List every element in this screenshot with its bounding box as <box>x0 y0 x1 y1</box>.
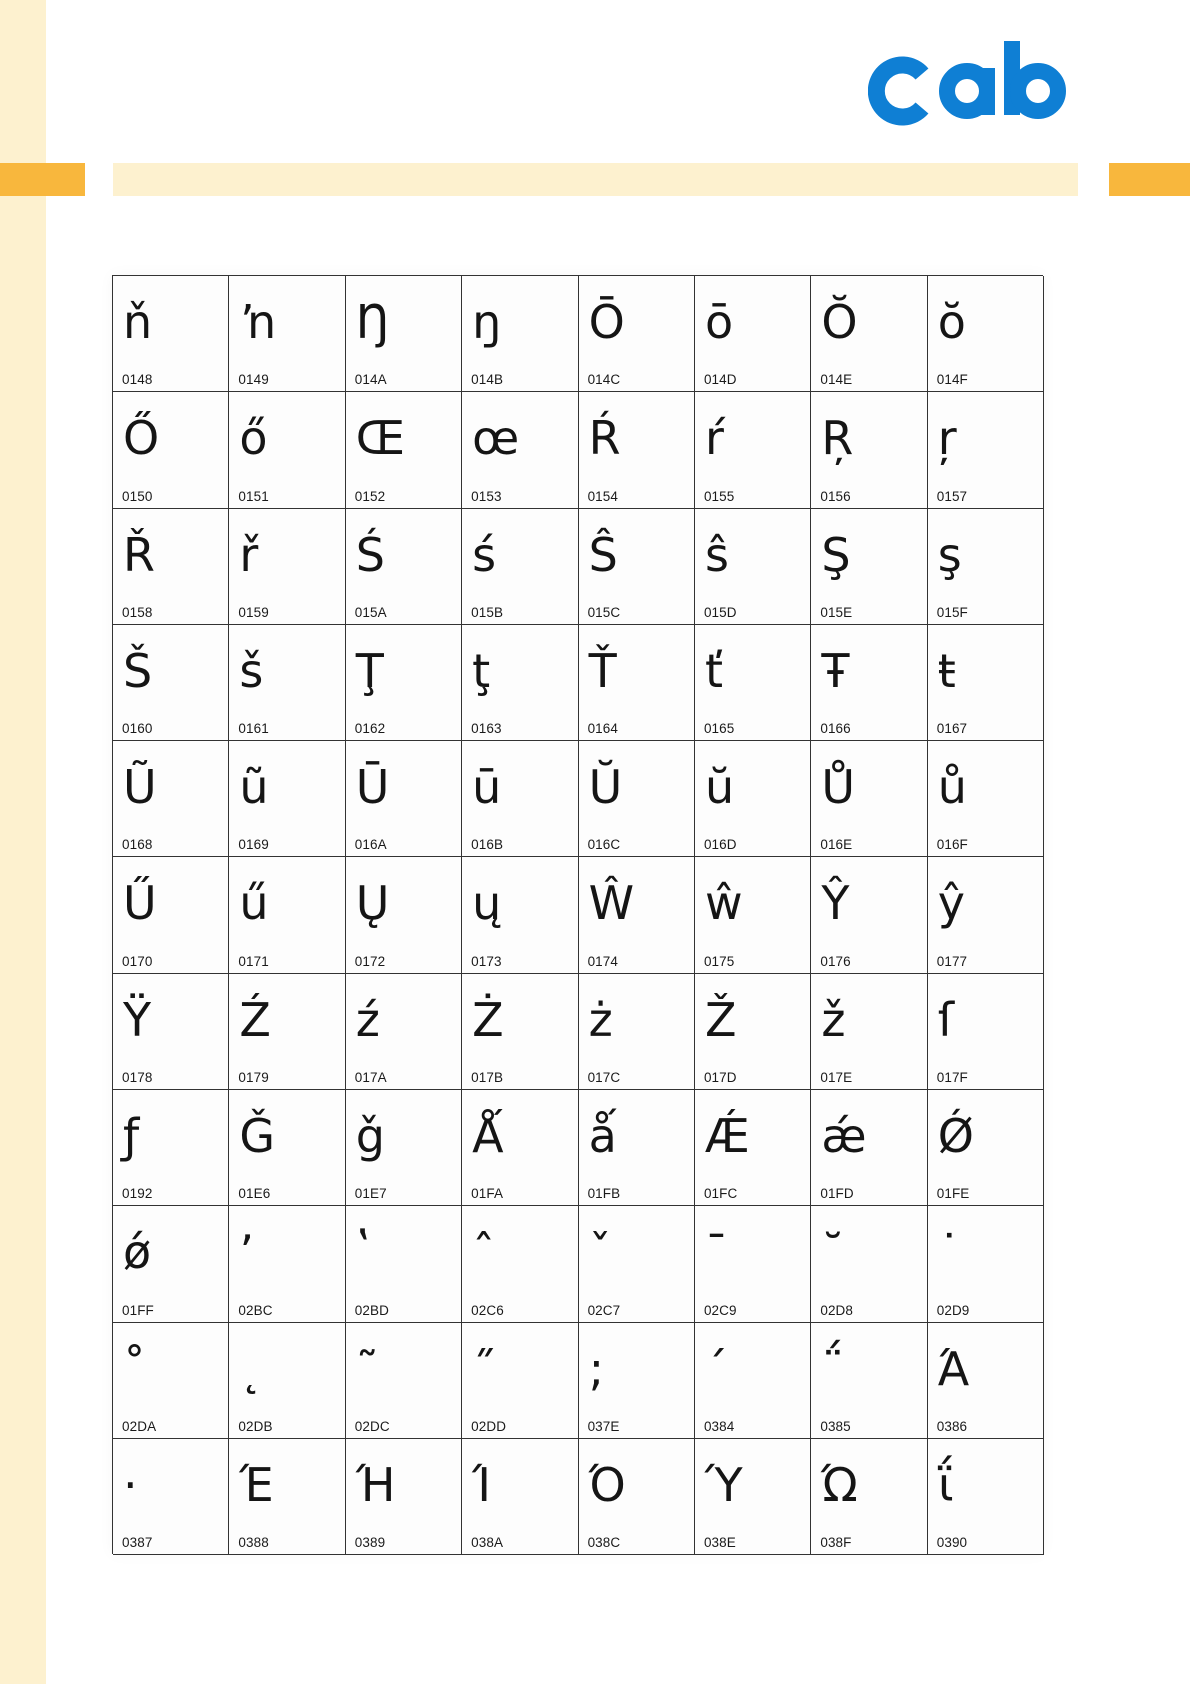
char-glyph: Ţ <box>355 643 384 698</box>
char-cell <box>928 1323 1044 1439</box>
char-code: 01FF <box>122 1302 154 1318</box>
char-cell <box>695 1439 811 1555</box>
char-code: 0156 <box>820 488 851 504</box>
char-code: 0151 <box>238 488 269 504</box>
char-cell <box>462 625 578 741</box>
char-cell <box>579 1090 695 1206</box>
char-glyph: Ū <box>355 760 390 815</box>
char-glyph: ǽ <box>821 1109 867 1164</box>
char-code: 038E <box>703 1535 736 1551</box>
char-cell <box>579 1439 695 1555</box>
char-glyph: Ũ <box>123 760 157 815</box>
char-cell <box>113 741 229 857</box>
char-cell <box>346 1439 462 1555</box>
char-code: 038A <box>471 1535 504 1551</box>
char-glyph: ż <box>588 992 613 1047</box>
char-glyph: Ǧ <box>239 1109 276 1164</box>
logo-letter-c <box>876 65 922 117</box>
char-code: 01FD <box>820 1186 854 1202</box>
char-glyph: ˛ <box>239 1341 263 1396</box>
char-glyph: Ŵ <box>588 876 635 931</box>
char-cell <box>229 741 345 857</box>
char-cell <box>928 974 1044 1090</box>
char-cell <box>695 974 811 1090</box>
char-glyph: Έ <box>239 1457 274 1512</box>
char-code: 017A <box>354 1070 387 1086</box>
char-code: 0165 <box>703 721 735 737</box>
char-cell <box>811 276 927 392</box>
char-glyph: ň <box>123 295 153 349</box>
char-cell <box>113 1090 229 1206</box>
left-accent-tab <box>0 163 85 196</box>
char-glyph: Ż <box>472 992 504 1047</box>
char-glyph: ƒ <box>123 1109 140 1164</box>
char-cell <box>462 276 578 392</box>
char-code: 015E <box>820 604 853 620</box>
char-glyph: Ǽ <box>704 1109 750 1164</box>
char-glyph: ŉ <box>239 295 277 349</box>
char-code: 0177 <box>936 953 968 969</box>
char-code: 0169 <box>238 837 269 853</box>
char-code: 015B <box>471 604 504 620</box>
char-glyph: ŗ <box>937 411 957 466</box>
char-code: 02D9 <box>936 1302 970 1318</box>
char-cell <box>695 1323 811 1439</box>
char-cell <box>346 974 462 1090</box>
char-code: 016F <box>936 837 968 853</box>
char-code: 01FE <box>936 1186 970 1202</box>
char-glyph: Ŗ <box>821 411 854 466</box>
char-glyph: Ά <box>937 1341 970 1396</box>
char-cell <box>811 741 927 857</box>
char-code: 014E <box>820 372 853 388</box>
char-glyph: œ <box>472 411 520 466</box>
char-code: 014C <box>587 372 621 388</box>
char-cell <box>113 625 229 741</box>
char-cell <box>811 1323 927 1439</box>
char-cell <box>229 509 345 625</box>
char-code: 016A <box>354 837 387 853</box>
char-code: 0161 <box>238 721 269 737</box>
char-cell <box>462 509 578 625</box>
char-glyph: ΐ <box>937 1457 954 1512</box>
char-cell <box>579 1323 695 1439</box>
char-glyph: ž <box>821 992 846 1047</box>
char-cell <box>113 1439 229 1555</box>
char-cell <box>346 392 462 508</box>
char-code: 014B <box>471 372 504 388</box>
char-glyph: ŵ <box>704 876 743 931</box>
char-code: 0158 <box>122 604 153 620</box>
char-glyph: Ŏ <box>821 295 858 349</box>
char-cell <box>811 509 927 625</box>
char-code: 0384 <box>703 1418 735 1434</box>
char-cell <box>113 974 229 1090</box>
char-code: 01FA <box>471 1186 504 1202</box>
char-code: 017E <box>820 1070 853 1086</box>
char-cell <box>346 509 462 625</box>
char-glyph: Ő <box>123 411 160 466</box>
char-glyph: š <box>239 643 264 698</box>
char-cell <box>811 1090 927 1206</box>
char-code: 015C <box>587 604 621 620</box>
char-code: 015A <box>354 604 387 620</box>
char-glyph: ź <box>355 992 380 1047</box>
char-cell <box>811 1206 927 1322</box>
char-code: 015D <box>703 604 737 620</box>
char-cell <box>579 625 695 741</box>
char-cell <box>695 509 811 625</box>
char-code: 0389 <box>354 1535 386 1551</box>
char-cell <box>462 857 578 973</box>
char-cell <box>113 1323 229 1439</box>
char-glyph: · <box>123 1457 138 1512</box>
char-code: 0179 <box>238 1070 269 1086</box>
char-cell <box>113 509 229 625</box>
char-glyph: Ť <box>588 643 617 698</box>
char-cell <box>462 1206 578 1322</box>
char-code: 01FC <box>703 1186 738 1202</box>
char-code: 0173 <box>471 953 502 969</box>
char-code: 0387 <box>122 1535 153 1551</box>
char-glyph: Ų <box>355 876 390 931</box>
char-code: 038F <box>820 1535 852 1551</box>
char-glyph: ΅ <box>821 1341 845 1396</box>
char-glyph: Ŧ <box>821 643 850 698</box>
char-code: 02C6 <box>471 1302 504 1318</box>
char-cell <box>695 625 811 741</box>
char-code: 0168 <box>122 837 153 853</box>
char-cell <box>579 741 695 857</box>
char-glyph: Ύ <box>704 1457 743 1512</box>
char-glyph: ˜ <box>355 1341 379 1396</box>
char-cell <box>346 1323 462 1439</box>
char-cell <box>113 276 229 392</box>
char-cell <box>811 857 927 973</box>
char-code: 0385 <box>820 1418 851 1434</box>
char-code: 02D8 <box>820 1302 854 1318</box>
char-code: 015F <box>936 604 968 620</box>
char-glyph: ˉ <box>704 1225 728 1280</box>
char-cell <box>695 741 811 857</box>
char-glyph: ş <box>937 527 962 582</box>
char-glyph: ŏ <box>937 295 966 349</box>
char-code: 017D <box>703 1070 737 1086</box>
char-glyph: ˘ <box>821 1225 845 1280</box>
char-glyph: Ή <box>355 1457 396 1512</box>
char-code: 0176 <box>820 953 851 969</box>
char-glyph: ř <box>239 527 259 582</box>
char-code: 0167 <box>936 721 968 737</box>
char-cell <box>928 1090 1044 1206</box>
char-glyph: ˝ <box>472 1341 496 1396</box>
char-glyph: Š <box>123 643 153 698</box>
char-cell <box>579 857 695 973</box>
char-glyph: ũ <box>239 760 269 815</box>
char-glyph: ǿ <box>123 1225 152 1280</box>
char-cell <box>579 974 695 1090</box>
char-cell <box>928 392 1044 508</box>
char-code: 0386 <box>936 1418 968 1434</box>
char-glyph: ΄ <box>704 1341 728 1396</box>
char-glyph: ŧ <box>937 643 956 698</box>
char-glyph: Ώ <box>821 1457 860 1512</box>
char-cell <box>462 741 578 857</box>
character-table <box>112 275 1043 1554</box>
char-cell <box>579 1206 695 1322</box>
char-glyph: Ů <box>821 760 856 815</box>
char-cell <box>346 857 462 973</box>
char-glyph: Ř <box>123 527 155 582</box>
char-cell <box>462 1439 578 1555</box>
header-band <box>113 163 1078 196</box>
char-code: 0150 <box>122 488 153 504</box>
char-cell <box>811 625 927 741</box>
char-glyph: ˚ <box>123 1341 146 1396</box>
char-glyph: Ǿ <box>937 1109 974 1164</box>
char-code: 0172 <box>354 953 386 969</box>
char-glyph: ǧ <box>355 1109 385 1164</box>
char-glyph: Ž <box>704 992 737 1047</box>
char-cell <box>462 1323 578 1439</box>
char-code: 038C <box>587 1535 621 1551</box>
char-glyph: Ŷ <box>821 876 850 931</box>
char-code: 0153 <box>471 488 502 504</box>
char-cell <box>811 1439 927 1555</box>
char-cell <box>928 276 1044 392</box>
char-code: 0148 <box>122 372 153 388</box>
char-code: 0192 <box>122 1186 153 1202</box>
char-code: 0171 <box>238 953 269 969</box>
char-cell <box>695 276 811 392</box>
char-code: 0149 <box>238 372 269 388</box>
cab-logo <box>868 38 1074 128</box>
logo-letter-a-stem <box>979 68 995 115</box>
char-glyph: ū <box>472 760 502 815</box>
char-cell <box>229 1090 345 1206</box>
char-glyph: Ÿ <box>123 992 152 1047</box>
char-cell <box>229 392 345 508</box>
char-code: 0170 <box>122 953 153 969</box>
char-glyph: Ű <box>123 876 157 931</box>
char-code: 017B <box>471 1070 504 1086</box>
character-grid <box>112 275 1043 1554</box>
char-cell <box>346 1206 462 1322</box>
char-cell <box>811 974 927 1090</box>
char-glyph: ˇ <box>588 1225 612 1280</box>
char-glyph: ŷ <box>937 876 965 931</box>
char-code: 02BD <box>354 1302 389 1318</box>
char-code: 01E7 <box>354 1186 387 1202</box>
char-cell <box>579 509 695 625</box>
char-cell <box>229 974 345 1090</box>
char-cell <box>695 1090 811 1206</box>
char-cell <box>462 974 578 1090</box>
char-cell <box>928 1206 1044 1322</box>
char-glyph: ű <box>239 876 269 931</box>
char-code: 01FB <box>587 1186 621 1202</box>
char-code: 0166 <box>820 721 851 737</box>
char-cell <box>695 857 811 973</box>
char-code: 0178 <box>122 1070 153 1086</box>
char-code: 017F <box>936 1070 968 1086</box>
char-cell <box>113 392 229 508</box>
char-glyph: Ŕ <box>588 411 621 466</box>
char-cell <box>695 1206 811 1322</box>
char-glyph: ŝ <box>704 527 729 582</box>
char-glyph: Ŋ <box>355 295 391 349</box>
char-cell <box>695 392 811 508</box>
char-code: 0174 <box>587 953 618 969</box>
char-code: 014F <box>936 372 968 388</box>
char-glyph: Ś <box>355 527 385 582</box>
char-cell <box>579 392 695 508</box>
char-glyph: ǻ <box>588 1109 617 1164</box>
char-cell <box>346 625 462 741</box>
char-code: 02BC <box>238 1302 273 1318</box>
char-code: 02C9 <box>703 1302 737 1318</box>
char-glyph: Ί <box>472 1457 491 1512</box>
char-cell <box>346 276 462 392</box>
char-cell <box>229 276 345 392</box>
char-cell <box>113 857 229 973</box>
char-code: 0162 <box>354 721 386 737</box>
logo-letter-b-bowl <box>1018 71 1058 111</box>
char-cell <box>928 857 1044 973</box>
right-accent-tab <box>1109 163 1190 196</box>
char-glyph: ; <box>588 1341 605 1396</box>
char-code: 0163 <box>471 721 502 737</box>
char-code: 014D <box>703 372 737 388</box>
left-margin-strip <box>0 0 46 1684</box>
char-code: 02DB <box>238 1418 273 1434</box>
char-glyph: Ŝ <box>588 527 618 582</box>
char-code: 0157 <box>936 488 968 504</box>
char-glyph: Ş <box>821 527 851 582</box>
char-cell <box>229 1323 345 1439</box>
char-glyph: ſ <box>937 992 954 1047</box>
char-cell <box>229 625 345 741</box>
char-cell <box>346 741 462 857</box>
char-cell <box>113 1206 229 1322</box>
char-cell <box>462 392 578 508</box>
char-code: 0152 <box>354 488 386 504</box>
char-code: 016C <box>587 837 621 853</box>
char-code: 0390 <box>936 1535 968 1551</box>
char-code: 02DA <box>122 1418 157 1434</box>
char-glyph: Ŭ <box>588 760 623 815</box>
char-code: 0175 <box>703 953 735 969</box>
char-cell <box>928 741 1044 857</box>
char-code: 037E <box>587 1418 620 1434</box>
char-glyph: ų <box>472 876 502 931</box>
char-code: 02DC <box>354 1418 390 1434</box>
char-glyph: Ό <box>588 1457 626 1512</box>
char-glyph: ŋ <box>472 295 502 349</box>
char-glyph: ś <box>472 527 497 582</box>
char-glyph: ˆ <box>472 1225 496 1280</box>
char-glyph: ō <box>704 295 734 349</box>
char-cell <box>229 1206 345 1322</box>
char-code: 01E6 <box>238 1186 271 1202</box>
char-glyph: ʼ <box>239 1225 255 1280</box>
char-glyph: ŭ <box>704 760 735 815</box>
char-glyph: Ō <box>588 295 625 349</box>
char-glyph: Ǻ <box>472 1109 504 1164</box>
char-glyph: ţ <box>472 643 491 698</box>
char-code: 0164 <box>587 721 618 737</box>
char-glyph: Œ <box>355 411 405 466</box>
char-cell <box>928 625 1044 741</box>
char-code: 0159 <box>238 604 269 620</box>
char-cell <box>229 857 345 973</box>
char-glyph: ŕ <box>704 411 724 466</box>
char-code: 0388 <box>238 1535 269 1551</box>
char-glyph: ʽ <box>355 1225 371 1280</box>
char-code: 02C7 <box>587 1302 621 1318</box>
char-code: 016B <box>471 837 504 853</box>
char-code: 017C <box>587 1070 621 1086</box>
char-code: 0154 <box>587 488 618 504</box>
char-cell <box>462 1090 578 1206</box>
char-cell <box>928 1439 1044 1555</box>
char-glyph: ů <box>937 760 967 815</box>
char-code: 014A <box>354 372 387 388</box>
char-glyph: Ź <box>239 992 271 1047</box>
char-glyph: ť <box>704 643 723 698</box>
char-code: 016E <box>820 837 853 853</box>
char-cell <box>346 1090 462 1206</box>
char-code: 0160 <box>122 721 153 737</box>
char-code: 0155 <box>703 488 735 504</box>
char-cell <box>229 1439 345 1555</box>
char-cell <box>579 276 695 392</box>
char-cell <box>928 509 1044 625</box>
char-code: 016D <box>703 837 737 853</box>
char-code: 02DD <box>471 1418 507 1434</box>
char-cell <box>811 392 927 508</box>
char-glyph: ˙ <box>937 1225 961 1280</box>
char-glyph: ő <box>239 411 268 466</box>
